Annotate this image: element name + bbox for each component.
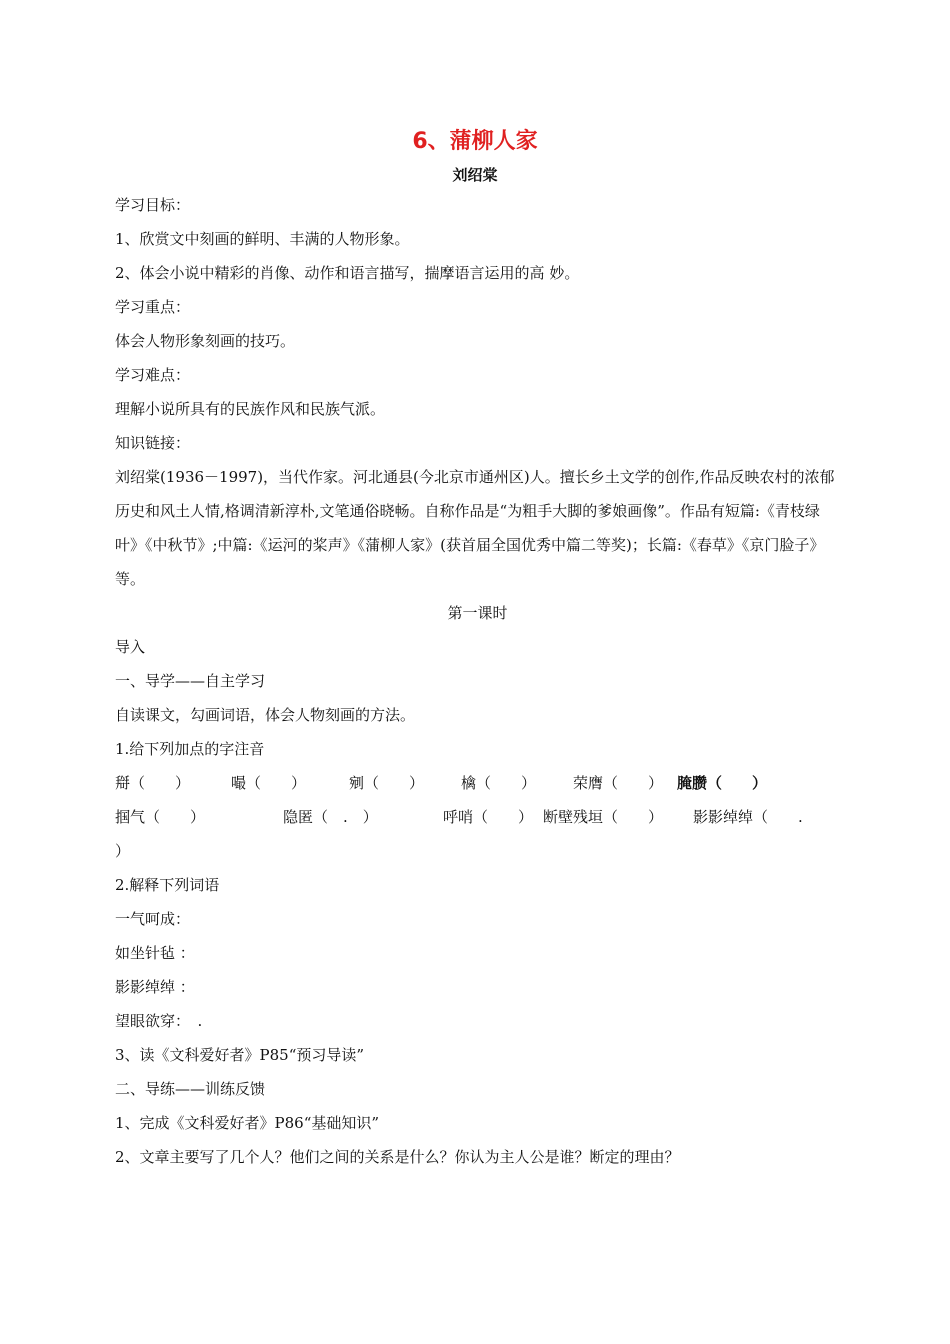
- objectives-heading: 学习目标：: [115, 196, 191, 214]
- pinyin-item: 隐匿（ . ）: [283, 808, 378, 826]
- vocab-item: 如坐针毡 ：: [115, 944, 195, 962]
- pinyin-item: 影影绰绰（ .: [693, 808, 803, 826]
- key-points-text: 体会人物形象刻画的技巧。: [115, 332, 296, 350]
- author-name: 刘绍棠: [452, 166, 498, 184]
- pinyin-item: 荣膺（ ）: [573, 774, 664, 792]
- pinyin-item: 断壁残垣（ ）: [543, 808, 664, 826]
- question1-heading: 1.给下列加点的字注音: [115, 740, 265, 758]
- part1-instruction: 自读课文，勾画词语，体会人物刻画的方法。: [115, 706, 416, 724]
- lesson-heading: 第一课时: [447, 604, 508, 622]
- vocab-item: 一气呵成：: [115, 910, 191, 928]
- question2-heading: 2.解释下列词语: [115, 876, 220, 894]
- pinyin-row-2-continuation: ）: [115, 842, 131, 860]
- difficulties-heading: 学习难点：: [115, 366, 191, 384]
- pinyin-item: 呼哨（ ）: [443, 808, 534, 826]
- objective-item: 2、体会小说中精彩的肖像、动作和语言描写，揣摩语言运用的高 妙。: [115, 264, 580, 282]
- pinyin-item: 嘬（ ）: [231, 774, 307, 792]
- pinyin-item: 腌臜（ ）: [677, 774, 768, 792]
- pinyin-item: 搿（ ）: [115, 774, 191, 792]
- part2-item: 2、文章主要写了几个人？他们之间的关系是什么？你认为主人公是谁？断定的理由？: [115, 1148, 680, 1166]
- objective-item: 1、欣赏文中刻画的鲜明、丰满的人物形象。: [115, 230, 410, 248]
- part2-item: 1、完成《文科爱好者》P86“基础知识”: [115, 1114, 380, 1132]
- part1-heading: 一、导学——自主学习: [115, 672, 266, 690]
- difficulties-text: 理解小说所具有的民族作风和民族气派。: [115, 400, 386, 418]
- question3: 3、读《文科爱好者》P85“预习导读”: [115, 1046, 365, 1064]
- pinyin-row-1: [115, 766, 840, 800]
- key-points-heading: 学习重点：: [115, 298, 191, 316]
- vocab-item: 影影绰绰 ：: [115, 978, 195, 996]
- pinyin-item: 檎（ ）: [461, 774, 537, 792]
- pinyin-item: 掴气（ ）: [115, 808, 206, 826]
- lesson-intro: 导入: [115, 638, 146, 656]
- part2-heading: 二、导练——训练反馈: [115, 1080, 266, 1098]
- pinyin-item: 剜（ ）: [349, 774, 425, 792]
- pinyin-row-2: [115, 800, 840, 834]
- document-body: [115, 188, 840, 1174]
- document-title: 6、蒲柳人家: [412, 129, 538, 154]
- vocab-item: 望眼欲穿： .: [115, 1012, 203, 1030]
- knowledge-heading: 知识链接：: [115, 434, 191, 452]
- knowledge-text: 刘绍棠(1936－1997)，当代作家。河北通县(今北京市通州区)人。擅长乡土文学的创作,作品反映农村的浓郁历史和风土人情,格调清新淳朴,文笔通俗晓畅。自称作品是“为粗手大脚的爹娘画像”。作品有短篇:《青枝绿叶》《中秋节》;中篇:《运河的桨声》《蒲柳人家》(获首届全国优秀中篇二等奖)；长篇:《春草》《京门脸子》等。: [115, 468, 835, 588]
